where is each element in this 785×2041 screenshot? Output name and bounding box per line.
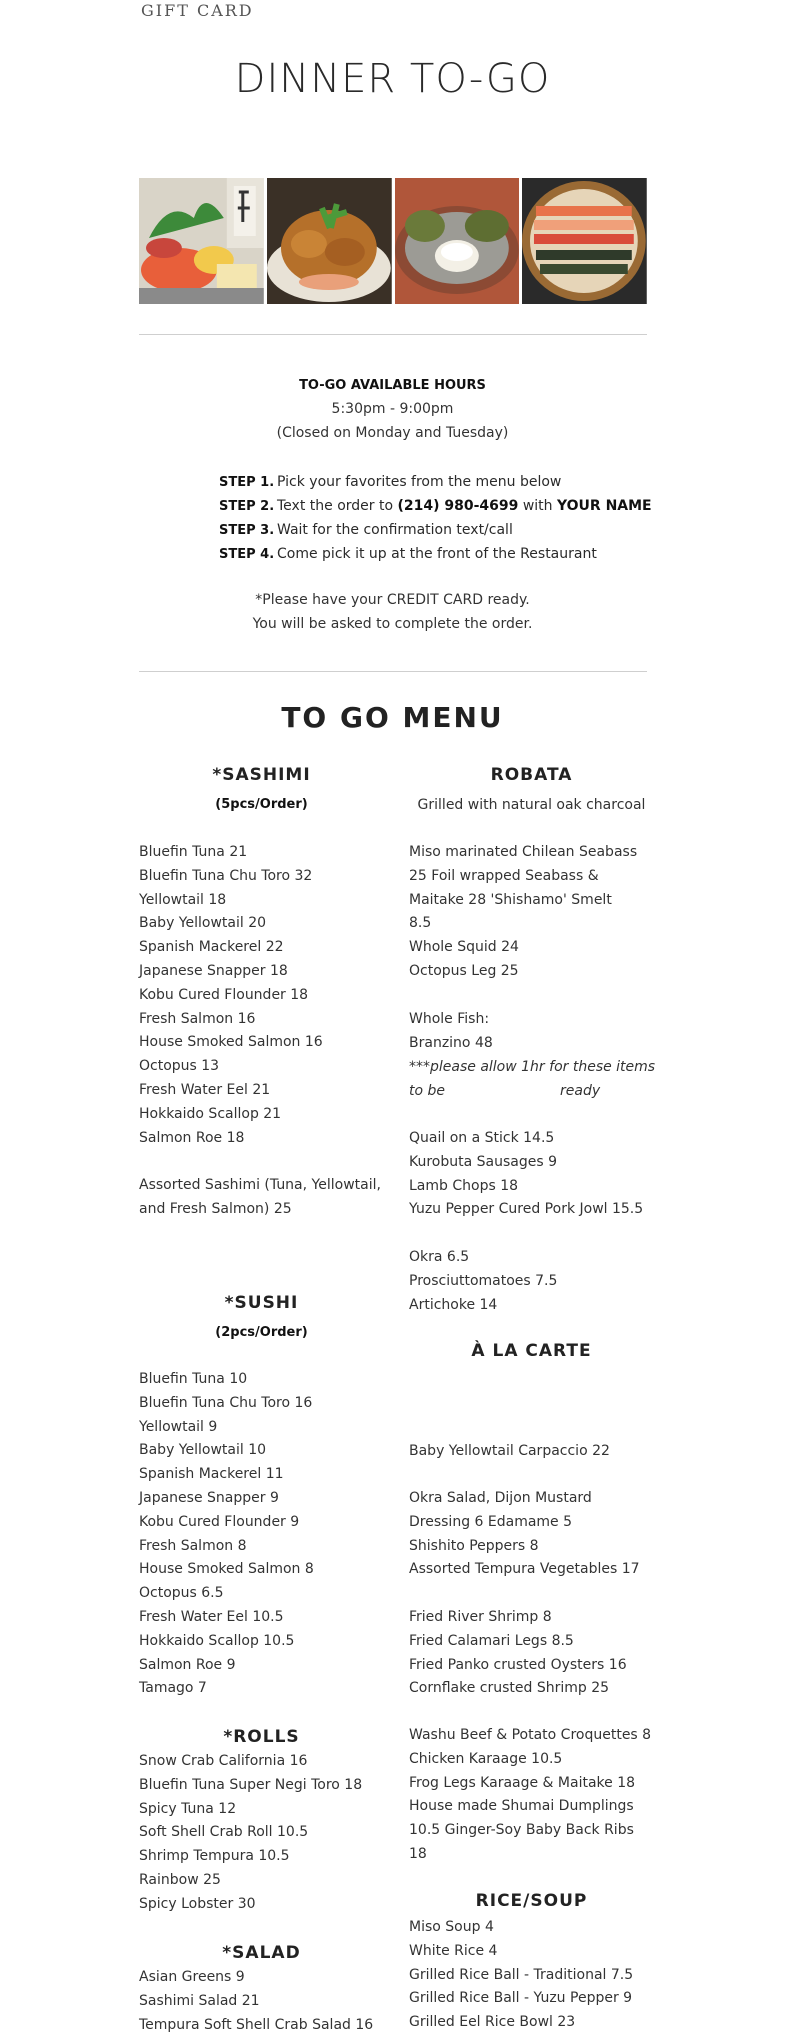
photo-karaage <box>267 178 392 304</box>
list-item: Fried Calamari Legs 8.5 <box>409 1632 574 1649</box>
list-item: Artichoke 14 <box>409 1296 498 1313</box>
salad-heading: *SALAD <box>222 1943 301 1963</box>
list-item: Soft Shell Crab Roll 10.5 <box>139 1824 309 1841</box>
list-item: Salmon Roe 9 <box>139 1656 236 1673</box>
list-item: Fresh Salmon 8 <box>139 1537 247 1554</box>
step-4 <box>219 542 652 566</box>
list-item: Miso Soup 4 <box>409 1919 494 1935</box>
hours-time: 5:30pm - 9:00pm <box>331 401 454 417</box>
list-item: White Rice 4 <box>409 1942 498 1959</box>
list-item: Baby Yellowtail Carpaccio 22 <box>409 1443 610 1459</box>
step-label: STEP 1. <box>219 474 275 490</box>
list-item: Japanese Snapper 18 <box>139 963 288 979</box>
alacarte-heading: À LA CARTE <box>471 1341 592 1361</box>
list-item: Kurobuta Sausages 9 <box>409 1153 558 1170</box>
list-item: Whole Squid 24 <box>409 939 519 956</box>
list-item: Spicy Lobster 30 <box>139 1895 256 1912</box>
step-label: STEP 3. <box>219 522 275 538</box>
list-item: Tamago 7 <box>139 1680 207 1697</box>
list-item: Hokkaido Scallop 21 <box>139 1105 282 1122</box>
list-item: Baby Yellowtail 20 <box>139 915 267 932</box>
list-item: Dressing 6 Edamame 5 <box>409 1513 573 1530</box>
your-name: YOUR NAME <box>557 498 652 514</box>
robata-subheading: Grilled with natural oak charcoal <box>417 797 646 813</box>
list-item: Bluefin Tuna Super Negi Toro 18 <box>139 1776 363 1793</box>
list-item: Yuzu Pepper Cured Pork Jowl 15.5 <box>409 1201 644 1218</box>
page-title: DINNER TO-GO <box>234 56 551 102</box>
list-item: Bluefin Tuna 10 <box>139 1371 248 1387</box>
list-item: Octopus Leg 25 <box>409 963 519 979</box>
list-item: House Smoked Salmon 16 <box>139 1034 323 1051</box>
gift-card-link[interactable]: GIFT CARD <box>141 1 254 20</box>
list-item: Snow Crab California 16 <box>139 1753 308 1769</box>
list-item: Fresh Water Eel 10.5 <box>139 1609 284 1625</box>
list-item: Bluefin Tuna Chu Toro 32 <box>139 867 313 884</box>
list-item: Fresh Salmon 16 <box>139 1010 256 1027</box>
step-1 <box>219 470 652 494</box>
list-item: Octopus 6.5 <box>139 1585 224 1602</box>
list-item: Quail on a Stick 14.5 <box>409 1130 555 1146</box>
list-item: Octopus 13 <box>139 1058 220 1075</box>
step-text: Text the order to (214) 980-4699 with YOUR NAME <box>277 498 652 514</box>
list-item: Okra Salad, Dijon Mustard <box>409 1490 592 1506</box>
list-item: Whole Fish: <box>409 1011 490 1027</box>
list-item: Okra 6.5 <box>409 1249 470 1265</box>
list-item: 18 <box>409 1846 427 1862</box>
list-item: Yellowtail 18 <box>139 891 227 908</box>
list-item: Grilled Rice Ball - Traditional 7.5 <box>409 1966 634 1983</box>
ricesoup-heading: RICE/SOUP <box>475 1891 588 1911</box>
list-item: Shrimp Tempura 10.5 <box>139 1848 290 1865</box>
notice-line-2: You will be asked to complete the order. <box>252 616 533 632</box>
step-3 <box>219 518 652 542</box>
list-item: Assorted Sashimi (Tuna, Yellowtail, <box>139 1177 381 1193</box>
list-item: Grilled Eel Rice Bowl 23 <box>409 2014 576 2031</box>
list-item: Washu Beef & Potato Croquettes 8 <box>409 1727 652 1743</box>
list-item: Branzino 48 <box>409 1035 493 1051</box>
list-item: Kobu Cured Flounder 18 <box>139 986 309 1003</box>
sashimi-subheading: (5pcs/Order) <box>215 797 308 812</box>
list-item: Rainbow 25 <box>139 1872 221 1888</box>
list-item: Prosciuttomatoes 7.5 <box>409 1272 558 1289</box>
phone-number[interactable]: (214) 980-4699 <box>397 498 519 514</box>
sushi-heading: *SUSHI <box>224 1293 299 1313</box>
robata-heading: ROBATA <box>490 765 573 785</box>
list-item: Grilled Rice Ball - Yuzu Pepper 9 <box>409 1990 633 2007</box>
list-item: Kobu Cured Flounder 9 <box>139 1513 300 1530</box>
photo-artichoke <box>395 178 520 304</box>
step-text: Pick your favorites from the menu below <box>277 474 562 490</box>
photo-sashimi <box>139 178 264 304</box>
list-item: House made Shumai Dumplings <box>409 1798 634 1815</box>
sushi-subheading: (2pcs/Order) <box>215 1325 308 1340</box>
step-label: STEP 2. <box>219 498 275 514</box>
list-item: Japanese Snapper 9 <box>139 1490 279 1506</box>
list-item: Bluefin Tuna Chu Toro 16 <box>139 1394 313 1411</box>
list-item: Miso marinated Chilean Seabass <box>409 844 638 860</box>
list-item: Cornflake crusted Shrimp 25 <box>409 1680 610 1697</box>
list-item: Maitake 28 'Shishamo' Smelt <box>409 891 612 908</box>
hours-title: TO-GO AVAILABLE HOURS <box>299 378 486 393</box>
hours-closed: (Closed on Monday and Tuesday) <box>276 425 509 441</box>
list-item: 8.5 <box>409 915 432 932</box>
robata-note-line-2a: to be <box>409 1083 446 1099</box>
list-item: Salmon Roe 18 <box>139 1129 245 1146</box>
sashimi-heading: *SASHIMI <box>212 765 311 785</box>
list-item: Shishito Peppers 8 <box>409 1537 539 1554</box>
notice-line-1: *Please have your CREDIT CARD ready. <box>255 592 530 608</box>
list-item: Baby Yellowtail 10 <box>139 1442 267 1459</box>
menu-title: TO GO MENU <box>281 701 504 734</box>
divider <box>139 671 647 672</box>
list-item: Fried Panko crusted Oysters 16 <box>409 1656 627 1673</box>
list-item: Spanish Mackerel 22 <box>139 939 284 956</box>
list-item: Frog Legs Karaage & Maitake 18 <box>409 1774 636 1791</box>
list-item: Spanish Mackerel 11 <box>139 1466 284 1483</box>
list-item: Fresh Water Eel 21 <box>139 1082 271 1098</box>
robata-note-line-2b: ready <box>560 1083 601 1099</box>
list-item: Yellowtail 9 <box>139 1418 218 1435</box>
list-item: Hokkaido Scallop 10.5 <box>139 1632 295 1649</box>
photo-strip <box>139 178 647 304</box>
list-item: Lamb Chops 18 <box>409 1177 519 1194</box>
list-item: Tempura Soft Shell Crab Salad 16 <box>139 2016 374 2033</box>
robata-note: ***please allow 1hr for these items <box>409 1059 656 1075</box>
list-item: 10.5 Ginger-Soy Baby Back Ribs <box>409 1822 634 1839</box>
list-item: Spicy Tuna 12 <box>139 1800 237 1817</box>
order-steps <box>219 470 652 566</box>
step-label: STEP 4. <box>219 546 275 562</box>
step-text: Wait for the confirmation text/call <box>277 522 513 538</box>
photo-sushi-platter <box>522 178 647 304</box>
divider <box>139 334 647 335</box>
list-item: House Smoked Salmon 8 <box>139 1561 314 1578</box>
list-item: Asian Greens 9 <box>139 1969 245 1985</box>
step-2 <box>219 494 652 518</box>
list-item: Fried River Shrimp 8 <box>409 1609 552 1625</box>
list-item: Bluefin Tuna 21 <box>139 844 248 860</box>
rolls-heading: *ROLLS <box>223 1727 300 1747</box>
step-text: Come pick it up at the front of the Restaurant <box>277 546 597 562</box>
list-item: and Fresh Salmon) 25 <box>139 1201 292 1217</box>
list-item: Assorted Tempura Vegetables 17 <box>409 1561 640 1578</box>
list-item: Sashimi Salad 21 <box>139 1992 260 2009</box>
list-item: 25 Foil wrapped Seabass & <box>409 867 599 884</box>
list-item: Chicken Karaage 10.5 <box>409 1750 563 1767</box>
